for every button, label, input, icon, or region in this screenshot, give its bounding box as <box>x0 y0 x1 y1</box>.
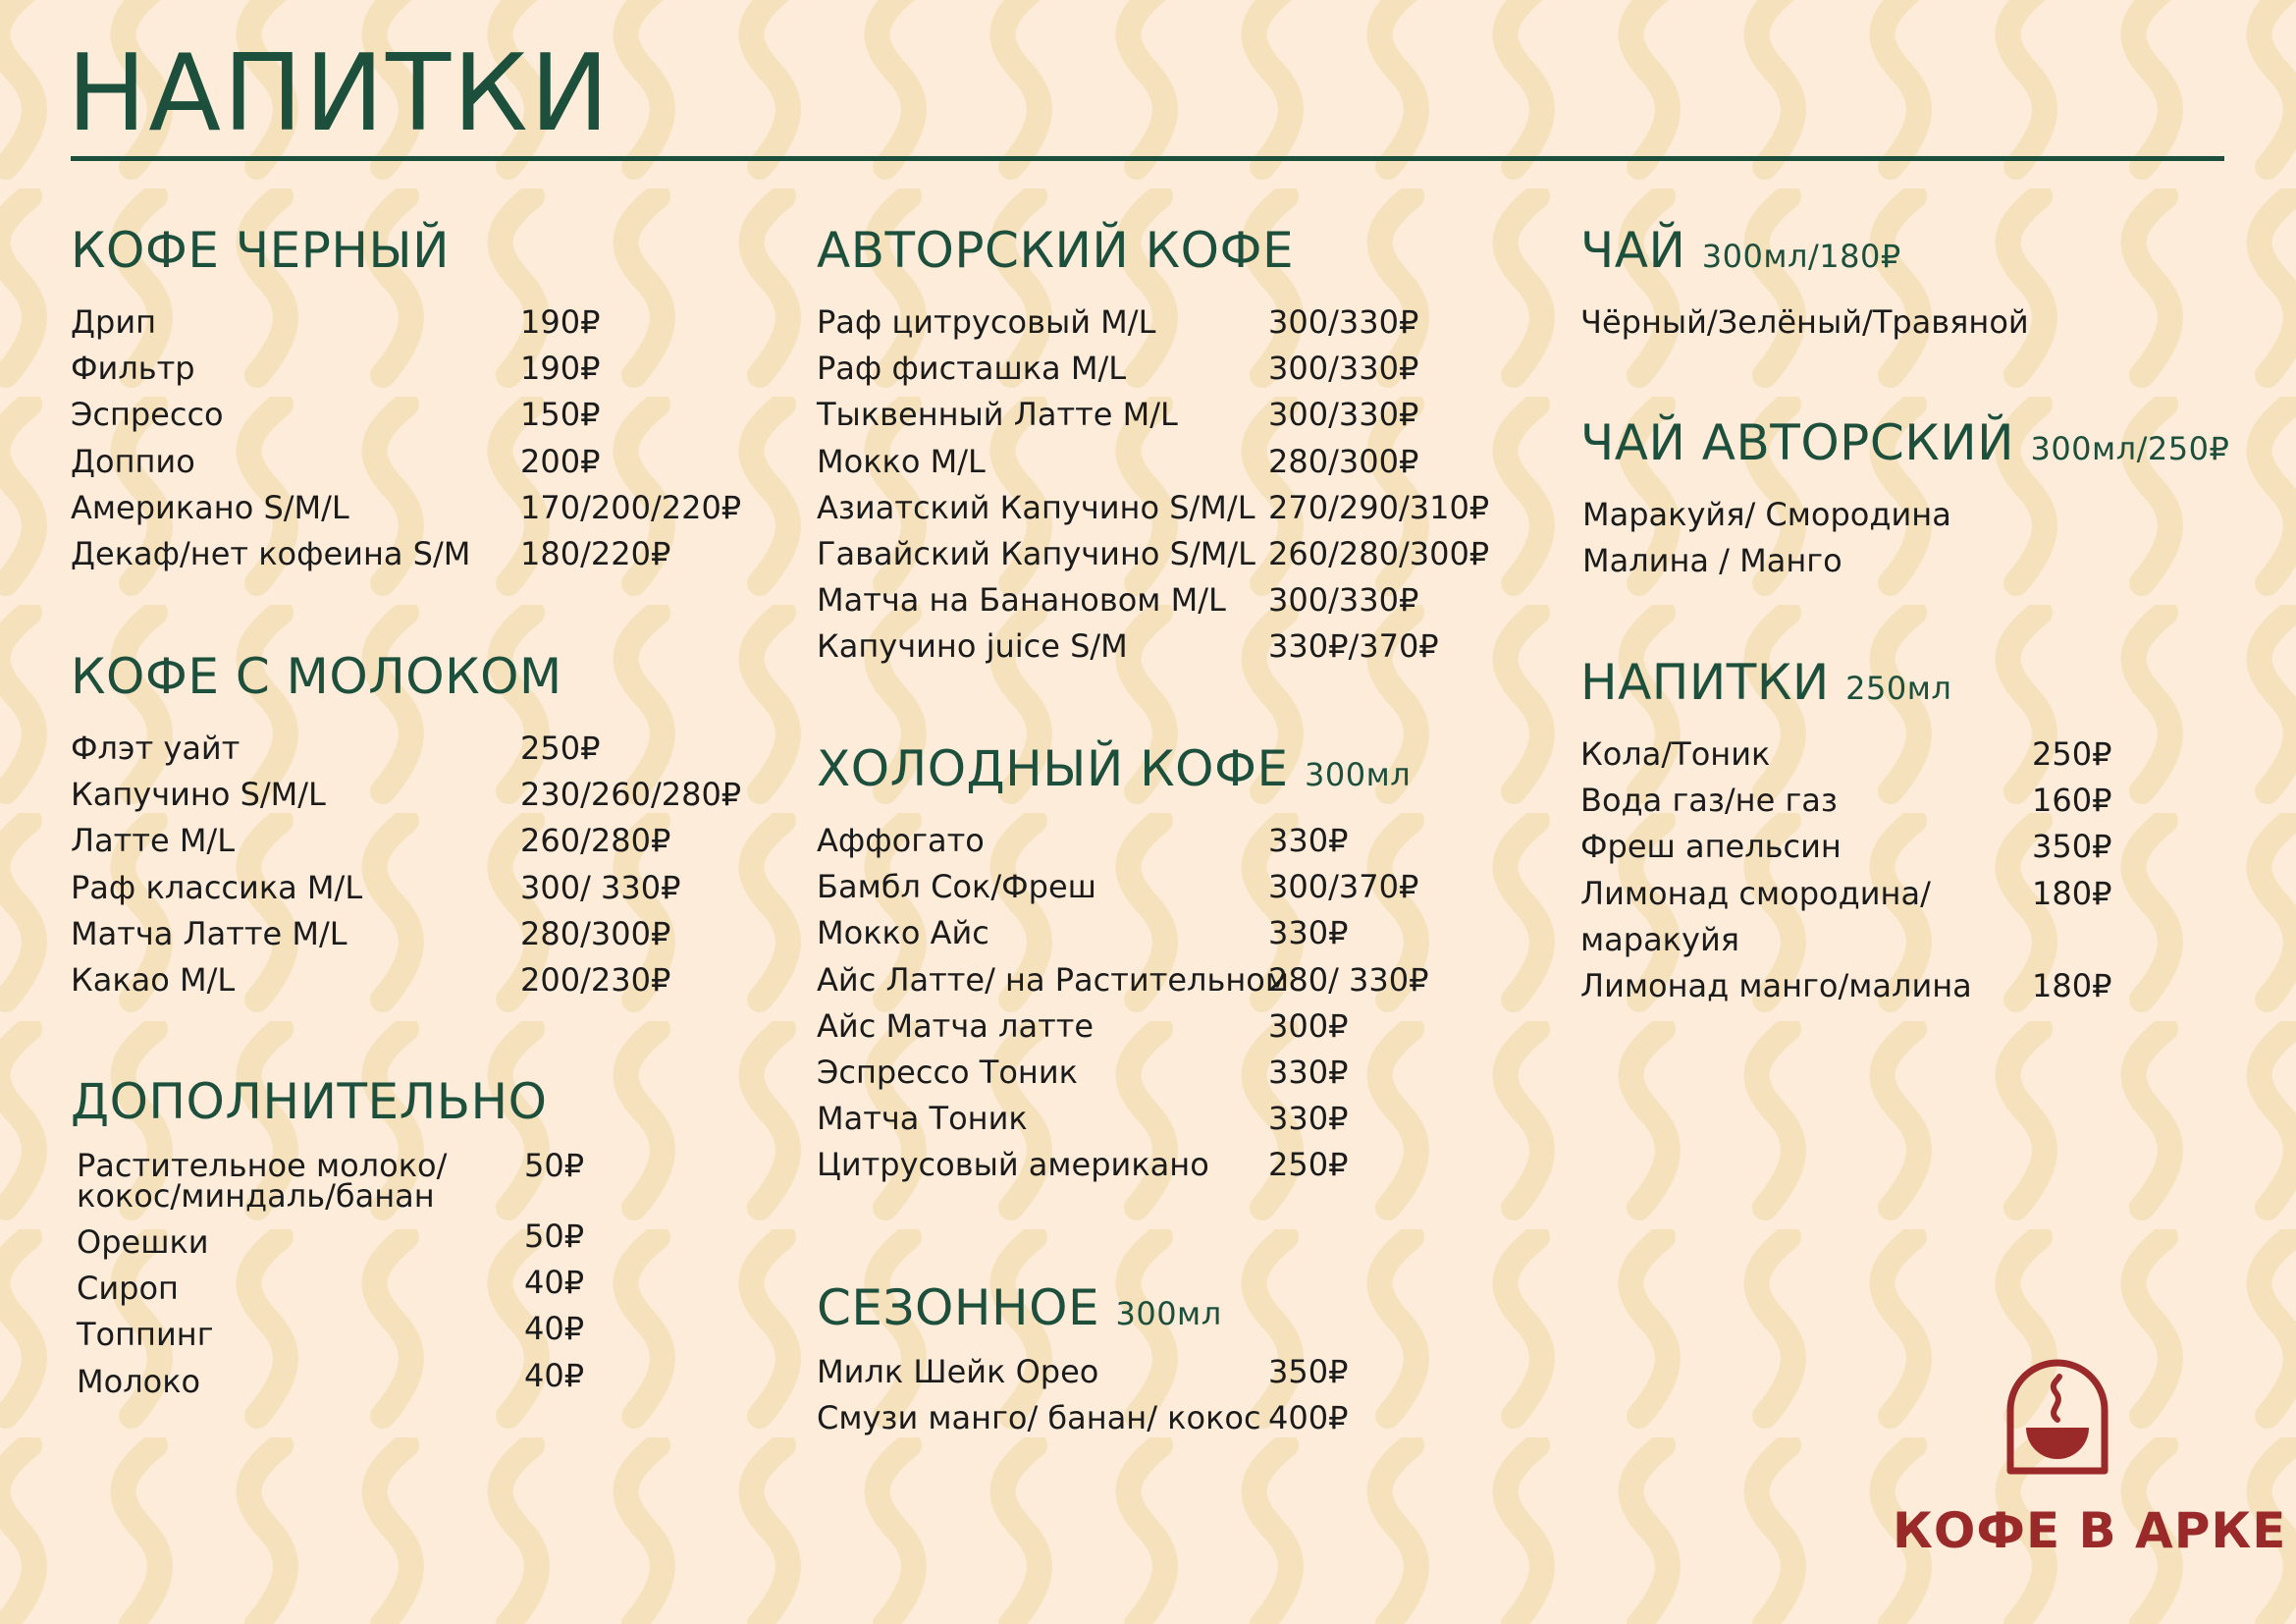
section-note: 300мл/250₽ <box>2030 430 2230 467</box>
section-seasonal <box>817 1279 1349 1441</box>
item-name: Раф классика M/L <box>71 868 363 906</box>
item-price: 40₽ <box>524 1264 585 1302</box>
menu-item <box>817 623 1439 670</box>
section-title <box>1580 224 2029 278</box>
item-price: 350₽ <box>1268 1353 1349 1390</box>
item-name: Айс Матча латте <box>817 1006 1095 1045</box>
item-name: Молоко <box>77 1362 201 1400</box>
item-price: 230/260/280₽ <box>520 776 742 814</box>
menu-item <box>817 864 1419 910</box>
item-price: 250₽ <box>1268 1146 1349 1184</box>
item-price: 300/ 330₽ <box>520 868 681 906</box>
title-divider <box>71 156 2224 161</box>
item-name: Раф фисташка M/L <box>817 350 1127 388</box>
item-name: Лимонад манго/малина <box>1580 966 1972 1004</box>
section-title-text: ЧАЙ АВТОРСКИЙ <box>1580 414 2015 471</box>
item-price: 150₽ <box>520 396 601 434</box>
brand-name: КОФЕ В АРКЕ <box>1893 1502 2287 1559</box>
item-price: 180/220₽ <box>520 534 671 572</box>
item-price: 180₽ <box>2032 966 2112 1004</box>
menu-item <box>77 1218 585 1266</box>
item-price: 180₽ <box>2032 874 2112 912</box>
section-title: ДОПОЛНИТЕЛЬНО <box>71 1073 548 1130</box>
menu-item <box>817 299 1419 346</box>
menu-item <box>77 1310 585 1358</box>
menu-item <box>71 726 601 772</box>
item-price: 280/ 330₽ <box>1268 960 1429 999</box>
item-price: 330₽/370₽ <box>1268 627 1439 666</box>
menu-item <box>71 818 671 864</box>
item-price: 280/300₽ <box>1268 442 1419 480</box>
menu-item <box>71 485 742 531</box>
item-name: Какао M/L <box>71 960 236 999</box>
section-title-text: ЧАЙ <box>1580 222 1686 279</box>
item-price: 260/280₽ <box>520 822 671 860</box>
item-name: Доппио <box>71 442 195 480</box>
menu-item <box>817 392 1419 438</box>
item-name: Американо S/M/L <box>71 488 349 526</box>
item-name: Флэт уайт <box>71 730 240 767</box>
section-title: КОФЕ ЧЕРНЫЙ <box>71 222 451 279</box>
menu-item <box>1580 731 2112 778</box>
item-price: 40₽ <box>524 1356 585 1394</box>
item-price: 300/330₽ <box>1268 396 1419 434</box>
item-name: Фреш апельсин <box>1580 828 1842 866</box>
item-price: 300/330₽ <box>1268 581 1419 620</box>
item-price: 40₽ <box>524 1310 585 1348</box>
item-name: Декаф/нет кофеина S/M <box>71 534 471 572</box>
item-price: 270/290/310₽ <box>1268 488 1490 526</box>
menu-item <box>71 865 681 911</box>
item-price: 190₽ <box>520 303 601 341</box>
section-title: АВТОРСКИЙ КОФЕ <box>817 222 1295 279</box>
section-title <box>1580 416 2229 470</box>
item-price: 160₽ <box>2032 782 2112 820</box>
item-name: Раф цитрусовый M/L <box>817 303 1156 341</box>
menu-item <box>1580 871 2112 963</box>
item-price: 190₽ <box>520 350 601 388</box>
item-name: Капучино S/M/L <box>71 776 326 814</box>
item-name: Смузи манго/ банан/ кокос <box>817 1399 1261 1437</box>
item-name: Вода газ/не газ <box>1580 782 1838 820</box>
page-title: НАПИТКИ <box>67 32 612 155</box>
item-name: Эспрессо Тоник <box>817 1053 1078 1091</box>
item-name: Матча Тоник <box>817 1100 1028 1138</box>
menu-item <box>71 392 601 438</box>
item-name: Фильтр <box>71 350 195 388</box>
menu-item <box>71 299 601 346</box>
menu-item <box>71 439 601 485</box>
section-note: 300мл <box>1115 1295 1222 1332</box>
menu-item <box>71 531 671 577</box>
section-drinks <box>1580 654 2112 1009</box>
section-black-coffee <box>71 222 742 577</box>
section-note: 250мл <box>1845 670 1952 707</box>
item-name: Айс Латте/ на Растительном <box>817 960 1289 999</box>
item-name: Латте M/L <box>71 822 236 860</box>
menu-item <box>817 1003 1411 1050</box>
item-name: Матча Латте M/L <box>71 914 347 952</box>
item-price: 300₽ <box>1268 1006 1349 1045</box>
menu-item <box>77 1356 585 1405</box>
item-name: Аффогато <box>817 822 985 859</box>
tea-types: Чёрный/Зелёный/Травяной <box>1580 303 2029 341</box>
item-name: Дрип <box>71 303 157 341</box>
section-note: 300мл <box>1305 756 1412 793</box>
tea-flavor: Малина / Манго <box>1582 542 1842 579</box>
item-price: 200/230₽ <box>520 960 671 999</box>
menu-item <box>817 439 1419 485</box>
item-price: 330₽ <box>1268 1053 1349 1091</box>
section-title-text: НАПИТКИ <box>1580 654 1830 711</box>
item-price: 200₽ <box>520 442 601 480</box>
menu-item <box>71 911 671 957</box>
item-name: Лимонад смородина/ маракуйя <box>1580 874 1931 958</box>
item-name: Сироп <box>77 1270 179 1308</box>
item-price: 350₽ <box>2032 828 2112 866</box>
cup-in-arch-icon <box>2002 1355 2112 1477</box>
item-name: Эспрессо <box>71 396 224 434</box>
section-title-text: СЕЗОННОЕ <box>817 1279 1100 1336</box>
item-price: 330₽ <box>1268 914 1349 952</box>
menu-item <box>71 957 671 1003</box>
item-name: Топпинг <box>77 1316 214 1354</box>
item-price: 300/330₽ <box>1268 303 1419 341</box>
item-price: 170/200/220₽ <box>520 488 742 526</box>
menu-item <box>77 1264 585 1312</box>
menu-item <box>1580 778 2112 824</box>
item-name: Милк Шейк Орео <box>817 1353 1099 1390</box>
menu-item <box>817 577 1419 623</box>
menu-item <box>817 485 1490 531</box>
item-name: Орешки <box>77 1223 209 1261</box>
item-price: 250₽ <box>520 730 601 767</box>
menu-item <box>71 772 742 818</box>
menu-item <box>1580 963 2112 1009</box>
item-price: 330₽ <box>1268 1100 1349 1138</box>
menu-item <box>817 957 1429 1003</box>
menu-item <box>817 1050 1411 1096</box>
section-title-text: ХОЛОДНЫЙ КОФЕ <box>817 740 1289 797</box>
section-note: 300мл/180₽ <box>1701 238 1901 275</box>
item-price: 260/280/300₽ <box>1268 534 1490 572</box>
item-price: 50₽ <box>524 1147 585 1184</box>
menu-item <box>817 346 1419 392</box>
item-name: Тыквенный Латте M/L <box>817 396 1178 434</box>
menu-item <box>71 346 601 392</box>
menu-item <box>817 910 1411 956</box>
item-name: Капучино juice S/M <box>817 627 1128 666</box>
item-name: Растительное молоко/ кокос/миндаль/банан <box>77 1147 448 1215</box>
item-name: Гавайский Капучино S/M/L <box>817 534 1255 572</box>
item-price: 330₽ <box>1268 822 1349 859</box>
menu-item <box>817 818 1411 864</box>
menu-item <box>817 1142 1411 1188</box>
item-name: Бамбл Сок/Фреш <box>817 868 1096 906</box>
item-name: Мокко Айс <box>817 914 989 952</box>
item-price: 50₽ <box>524 1218 585 1255</box>
section-signature-coffee <box>817 222 1490 671</box>
item-price: 300/370₽ <box>1268 868 1419 906</box>
section-title: КОФЕ С МОЛОКОМ <box>71 648 562 705</box>
item-price: 250₽ <box>2032 735 2112 773</box>
item-name: Кола/Тоник <box>1580 735 1771 773</box>
item-price: 400₽ <box>1268 1399 1349 1437</box>
section-cold-coffee <box>817 740 1429 1189</box>
section-signature-tea <box>1580 416 2229 584</box>
item-name: Матча на Банановом M/L <box>817 581 1226 620</box>
item-price: 280/300₽ <box>520 914 671 952</box>
menu-item <box>1580 824 2112 870</box>
menu-item <box>817 1096 1411 1142</box>
menu-item <box>817 1395 1349 1441</box>
menu-item <box>817 1349 1349 1395</box>
item-name: Азиатский Капучино S/M/L <box>817 488 1255 526</box>
item-price: 300/330₽ <box>1268 350 1419 388</box>
menu-item <box>77 1143 585 1219</box>
section-title <box>817 742 1411 796</box>
section-milk-coffee <box>71 648 742 1003</box>
item-name: Цитрусовый американо <box>817 1146 1209 1184</box>
section-title <box>817 1281 1222 1335</box>
menu-item <box>817 531 1490 577</box>
section-tea <box>1580 224 2029 346</box>
section-additional <box>71 1073 585 1405</box>
section-title <box>1580 656 1951 710</box>
item-name: Мокко M/L <box>817 442 986 480</box>
tea-flavor: Маракуйя/ Смородина <box>1582 496 1951 533</box>
